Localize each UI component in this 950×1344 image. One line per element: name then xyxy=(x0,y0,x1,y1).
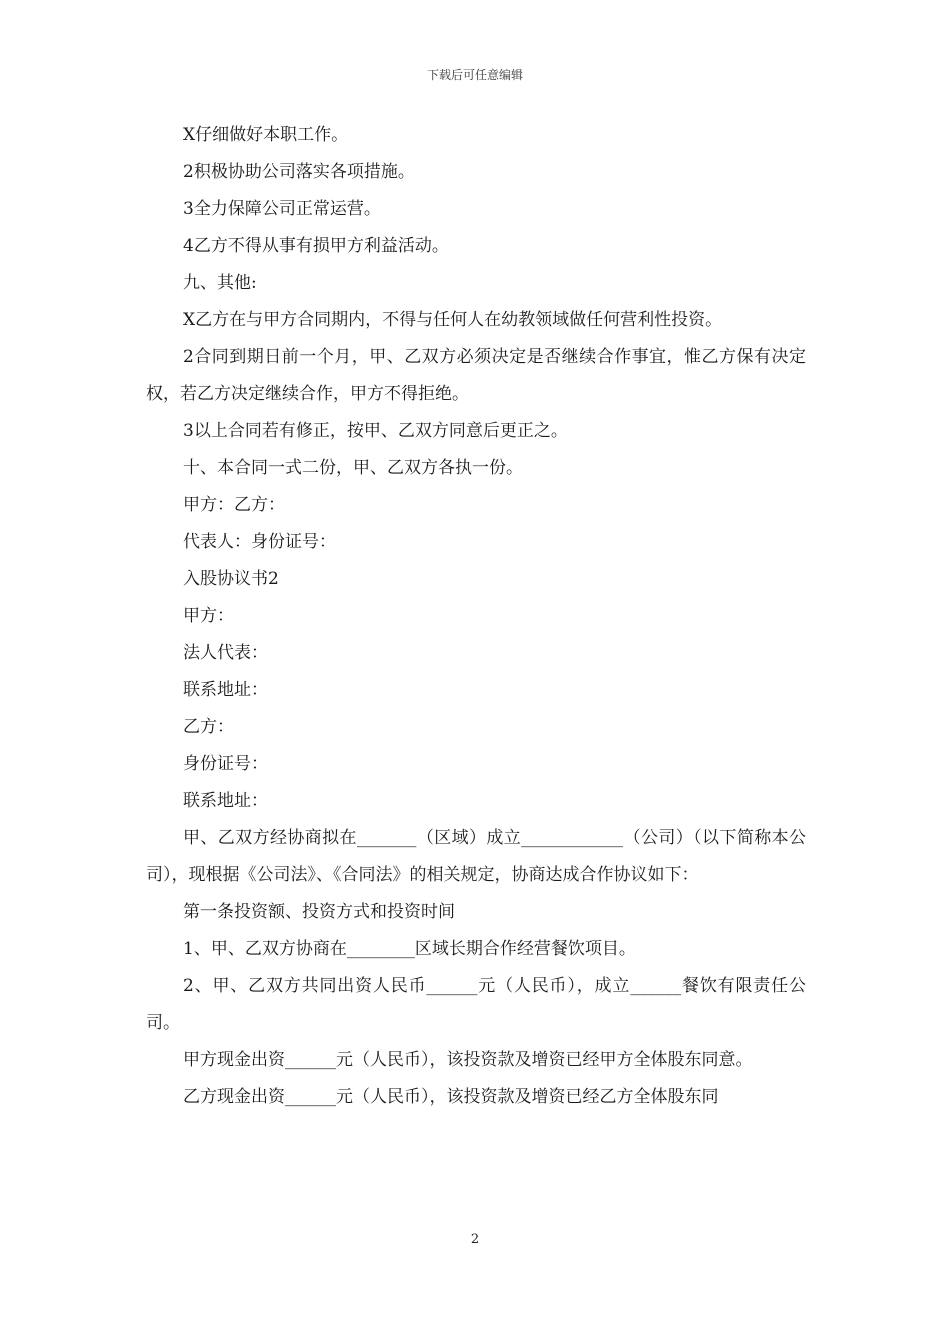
section-heading: 十、本合同一式二份，甲、乙双方各执一份。 xyxy=(183,458,523,478)
section-heading: 九、其他: xyxy=(183,273,257,293)
paragraph: 2、甲、乙双方共同出资人民币______元（人民币），成立______餐饮有限责任公司。 xyxy=(146,976,806,1033)
paragraph: 4乙方不得从事有损甲方利益活动。 xyxy=(183,236,449,256)
document-title: 入股协议书2 xyxy=(183,569,279,589)
article-heading: 第一条投资额、投资方式和投资时间 xyxy=(183,902,455,922)
paragraph: 1、甲、乙双方协商在________区域长期合作经营餐饮项目。 xyxy=(183,939,636,959)
party-field: 甲方： xyxy=(183,606,234,626)
paragraph: 甲、乙双方经协商拟在_______（区域）成立____________（公司）（以下简称本公司），现根据《公司法》、《合同法》的相关规定，协商达成合作协议如下： xyxy=(146,828,806,885)
paragraph: 乙方现金出资______元（人民币），该投资款及增资已经乙方全体股东同 xyxy=(183,1087,719,1107)
page-header: 下载后可任意编辑 xyxy=(426,68,523,82)
paragraph: 2积极协助公司落实各项措施。 xyxy=(183,162,415,182)
signature-line: 甲方：乙方： xyxy=(183,495,285,515)
party-field: 身份证号： xyxy=(183,754,268,774)
paragraph: X仔细做好本职工作。 xyxy=(183,125,349,145)
paragraph: 甲方现金出资______元（人民币），该投资款及增资已经甲方全体股东同意。 xyxy=(183,1050,753,1070)
party-field: 联系地址： xyxy=(183,680,268,700)
party-field: 联系地址： xyxy=(183,791,268,811)
page-number: 2 xyxy=(470,1232,480,1247)
paragraph: 3以上合同若有修正，按甲、乙双方同意后更正之。 xyxy=(183,421,568,441)
paragraph: X乙方在与甲方合同期内，不得与任何人在幼教领域做任何营利性投资。 xyxy=(183,310,723,330)
party-field: 乙方： xyxy=(183,717,234,737)
paragraph: 3全力保障公司正常运营。 xyxy=(183,199,381,219)
signature-line: 代表人：身份证号： xyxy=(183,532,336,552)
paragraph: 2合同到期日前一个月，甲、乙双方必须决定是否继续合作事宜，惟乙方保有决定权，若乙方决定继续合作，甲方不得拒绝。 xyxy=(146,347,806,404)
document-body xyxy=(146,117,806,1116)
party-field: 法人代表： xyxy=(183,643,268,663)
